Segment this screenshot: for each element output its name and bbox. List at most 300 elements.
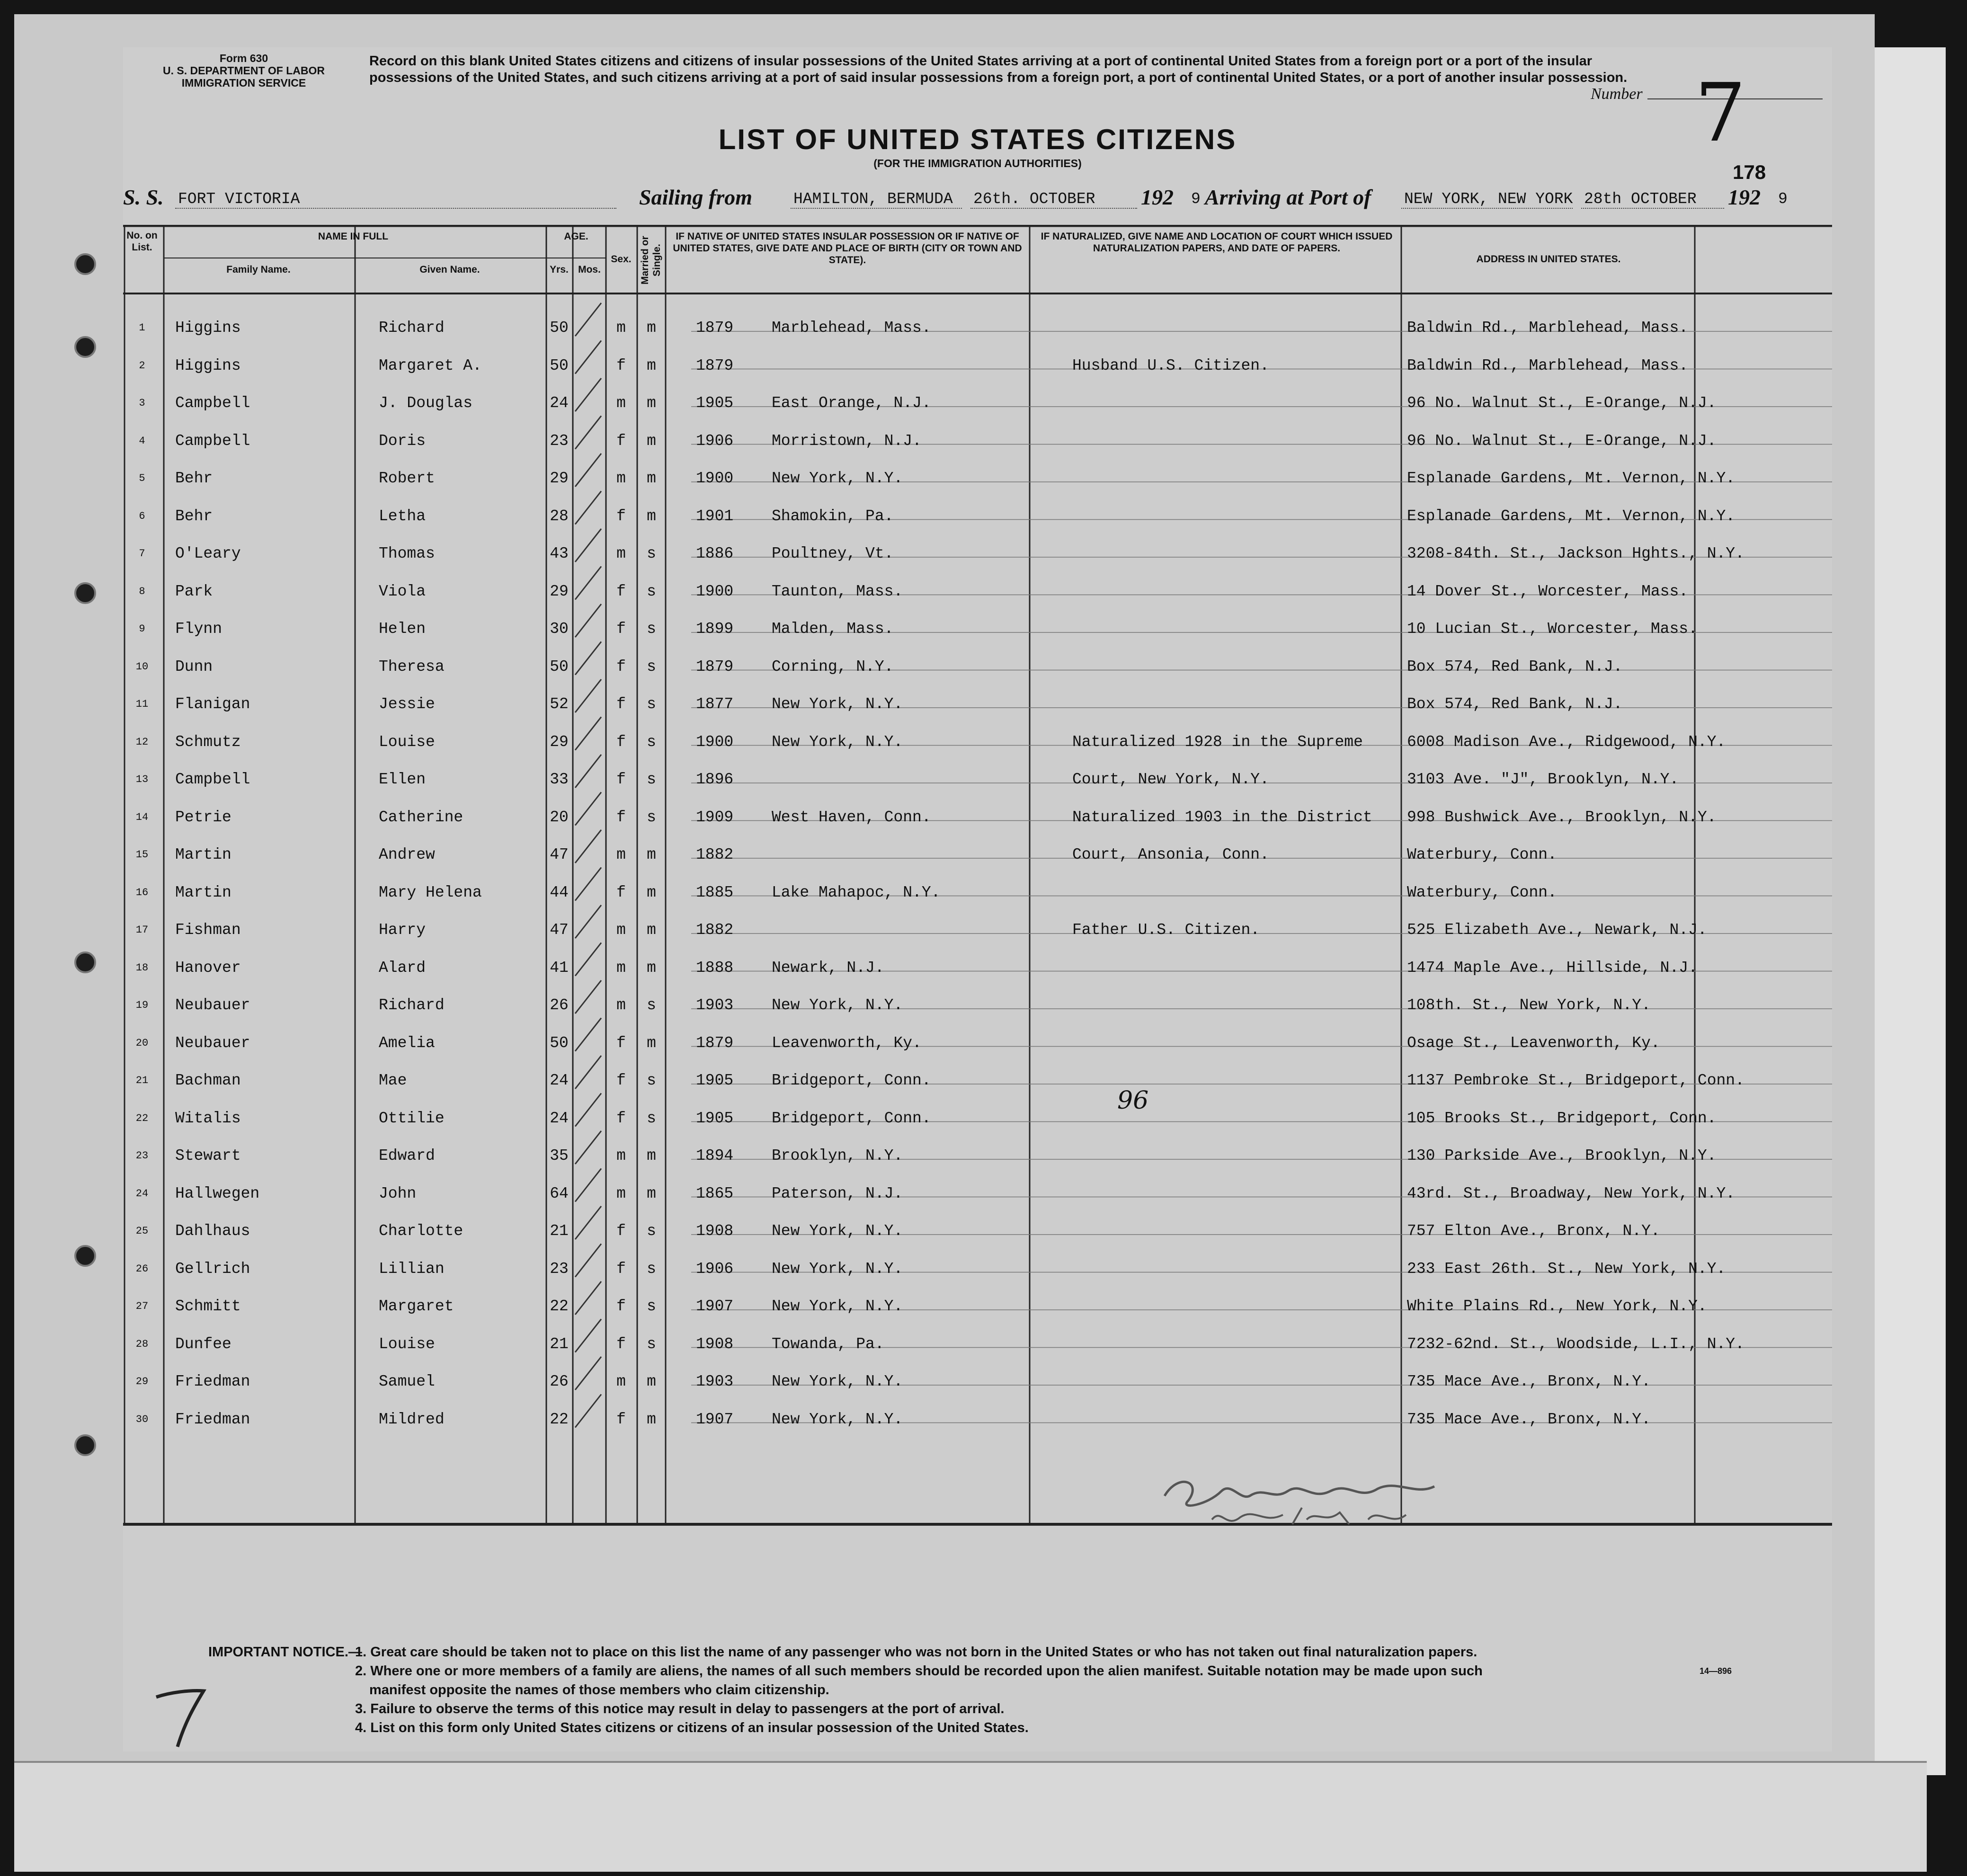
cell-naturalization: Naturalized 1903 in the District (1072, 808, 1372, 826)
cell-age: 43 (550, 545, 569, 562)
cell-family-name: Martin (175, 846, 231, 863)
arrival-year-prefix: 192 (1728, 185, 1761, 209)
cell-address: 96 No. Walnut St., E-Orange, N.J. (1407, 432, 1717, 450)
cell-birth-place: Brooklyn, N.Y. (772, 1147, 903, 1165)
cell-marital-status: s (647, 658, 656, 676)
cell-birth-year: 1906 (696, 1260, 734, 1278)
cell-given-name: Thomas (379, 545, 435, 562)
cell-birth-place: Newark, N.J. (772, 959, 884, 977)
cell-birth-place: Taunton, Mass. (772, 582, 903, 600)
cell-age: 20 (550, 808, 569, 826)
arrival-date: 28th OCTOBER (1581, 190, 1724, 209)
cell-age: 50 (550, 356, 569, 374)
cell-age: 23 (550, 432, 569, 450)
cell-no: 30 (135, 1413, 149, 1425)
cell-birth-place: Morristown, N.J. (772, 432, 922, 450)
cell-no: 8 (139, 585, 145, 597)
cell-address: 7232-62nd. St., Woodside, L.I., N.Y. (1407, 1335, 1744, 1353)
inspector-signature (1150, 1463, 1458, 1534)
cell-family-name: Friedman (175, 1410, 250, 1428)
cell-no: 22 (135, 1112, 149, 1124)
cell-given-name: Harry (379, 921, 426, 939)
header-birth: IF NATIVE OF UNITED STATES INSULAR POSSESSION OR IF NATIVE OF UNITED STATES, GIVE DATE AND PLACE OF BIRTH (CITY OR TOWN AND STATE). (673, 231, 1022, 266)
cell-sex: f (616, 432, 626, 450)
header-naturalized: IF NATURALIZED, GIVE NAME AND LOCATION OF COURT WHICH ISSUED NATURALIZATION PAPERS, AND DATE OF PAPERS. (1041, 231, 1393, 254)
cell-no: 9 (139, 623, 145, 635)
cell-given-name: Amelia (379, 1034, 435, 1052)
cell-sex: f (616, 883, 626, 901)
cell-marital-status: s (647, 1298, 656, 1315)
form-identifier: Form 630 U. S. DEPARTMENT OF LABOR IMMIGRATION SERVICE (162, 52, 325, 89)
cell-sex: f (616, 808, 626, 826)
cell-no: 13 (135, 774, 149, 785)
cell-no: 6 (139, 510, 145, 522)
cell-birth-year: 1879 (696, 1034, 734, 1052)
cell-naturalization: Court, New York, N.Y. (1072, 771, 1269, 788)
cell-family-name: Campbell (175, 771, 250, 788)
cell-sex: f (616, 658, 626, 676)
cell-family-name: Schmutz (175, 733, 241, 751)
arrival-port: NEW YORK, NEW YORK (1401, 190, 1573, 209)
cell-age: 41 (550, 959, 569, 977)
cell-sex: m (616, 470, 626, 487)
header-no-on-list: No. on List. (126, 230, 158, 253)
cell-no: 2 (139, 359, 145, 372)
cell-sex: f (616, 1260, 626, 1278)
notice-item: 4. List on this form only United States citizens or citizens of an insular possession of the United States. (355, 1720, 1029, 1735)
punch-hole (74, 1434, 96, 1456)
cell-sex: f (616, 1410, 626, 1428)
cell-age: 28 (550, 507, 569, 525)
cell-marital-status: m (647, 1034, 656, 1052)
manifest-page (14, 14, 1875, 1761)
departure-date: 26th. OCTOBER (970, 190, 1137, 209)
cell-birth-year: 1907 (696, 1298, 734, 1315)
cell-birth-place: New York, N.Y. (772, 1222, 903, 1240)
cell-address: 108th. St., New York, N.Y. (1407, 996, 1651, 1014)
cell-no: 16 (135, 886, 149, 898)
cell-age: 30 (550, 620, 569, 638)
ss-label: S. S. (123, 185, 164, 209)
cell-given-name: Doris (379, 432, 426, 450)
cell-age: 24 (550, 1109, 569, 1127)
cell-address: Waterbury, Conn. (1407, 846, 1557, 863)
page-title: LIST OF UNITED STATES CITIZENS (718, 124, 1237, 155)
cell-marital-status: m (647, 1184, 656, 1202)
cell-family-name: Friedman (175, 1373, 250, 1390)
cell-no: 18 (135, 961, 149, 974)
cell-family-name: Neubauer (175, 1034, 250, 1052)
cell-address: 525 Elizabeth Ave., Newark, N.J. (1407, 921, 1707, 939)
under-sheet (14, 1761, 1927, 1872)
cell-no: 12 (135, 736, 149, 748)
cell-sex: m (616, 846, 626, 863)
cell-birth-year: 1908 (696, 1222, 734, 1240)
cell-sex: m (616, 1184, 626, 1202)
cell-address: Baldwin Rd., Marblehead, Mass. (1407, 356, 1689, 374)
cell-given-name: Edward (379, 1147, 435, 1165)
cell-birth-year: 1877 (696, 695, 734, 713)
departure-year-digit: 9 (1191, 190, 1201, 208)
cell-birth-place: New York, N.Y. (772, 1410, 903, 1428)
cell-marital-status: s (647, 582, 656, 600)
cell-given-name: Louise (379, 1335, 435, 1353)
cell-sex: m (616, 319, 626, 337)
cell-birth-year: 1879 (696, 658, 734, 676)
header-age: AGE. (564, 231, 588, 242)
cell-address: 130 Parkside Ave., Brooklyn, N.Y. (1407, 1147, 1717, 1165)
cell-sex: f (616, 507, 626, 525)
cell-no: 21 (135, 1075, 149, 1086)
cell-marital-status: s (647, 1222, 656, 1240)
cell-given-name: Mary Helena (379, 883, 482, 901)
cell-birth-place: New York, N.Y. (772, 695, 903, 713)
cell-birth-year: 1908 (696, 1335, 734, 1353)
cell-sex: f (616, 582, 626, 600)
cell-birth-place: East Orange, N.J. (772, 394, 931, 412)
cell-no: 19 (135, 999, 149, 1011)
cell-no: 25 (135, 1225, 149, 1237)
cell-naturalization: Court, Ansonia, Conn. (1072, 846, 1269, 863)
cell-sex: f (616, 620, 626, 638)
punch-hole (74, 582, 96, 604)
cell-sex: m (616, 1147, 626, 1165)
cell-given-name: Jessie (379, 695, 435, 713)
cell-marital-status: m (647, 1410, 656, 1428)
departure-port: HAMILTON, BERMUDA (791, 190, 962, 209)
cell-family-name: Campbell (175, 394, 250, 412)
cell-no: 14 (135, 811, 149, 823)
cell-age: 21 (550, 1335, 569, 1353)
cell-address: Osage St., Leavenworth, Ky. (1407, 1034, 1660, 1052)
cell-naturalization: Naturalized 1928 in the Supreme (1072, 733, 1363, 751)
arrival-year-digit: 9 (1778, 190, 1788, 208)
cell-family-name: Park (175, 582, 213, 600)
notice-item: 2. Where one or more members of a family are aliens, the names of all such members should be recorded upon the alien manifest. Suitable notation may be made upon such (355, 1663, 1483, 1679)
cell-sex: f (616, 1335, 626, 1353)
cell-sex: f (616, 1222, 626, 1240)
arriving-label: Arriving at Port of (1205, 185, 1371, 209)
cell-address: 6008 Madison Ave., Ridgewood, N.Y. (1407, 733, 1726, 751)
cell-family-name: Schmitt (175, 1298, 241, 1315)
cell-address: Baldwin Rd., Marblehead, Mass. (1407, 319, 1689, 337)
cell-address: 757 Elton Ave., Bronx, N.Y. (1407, 1222, 1660, 1240)
cell-marital-status: s (647, 545, 656, 562)
cell-family-name: Higgins (175, 356, 241, 374)
cell-family-name: Hanover (175, 959, 241, 977)
cell-address: 14 Dover St., Worcester, Mass. (1407, 582, 1689, 600)
page-number: 178 (1733, 161, 1766, 183)
header-given-name: Given Name. (419, 264, 480, 275)
cell-age: 24 (550, 394, 569, 412)
cell-marital-status: s (647, 1335, 656, 1353)
cell-birth-year: 1906 (696, 432, 734, 450)
cell-marital-status: s (647, 1109, 656, 1127)
cell-no: 28 (135, 1338, 149, 1350)
cell-family-name: O'Leary (175, 545, 241, 562)
cell-address: Waterbury, Conn. (1407, 883, 1557, 901)
cell-marital-status: s (647, 996, 656, 1014)
notice-label: IMPORTANT NOTICE.— (208, 1645, 362, 1660)
cell-age: 26 (550, 1373, 569, 1390)
cell-given-name: Margaret A. (379, 356, 482, 374)
cell-birth-year: 1907 (696, 1410, 734, 1428)
passenger-table (123, 225, 1832, 1528)
cell-family-name: Neubauer (175, 996, 250, 1014)
cell-birth-place: New York, N.Y. (772, 1260, 903, 1278)
cell-birth-place: Bridgeport, Conn. (772, 1109, 931, 1127)
cell-no: 5 (139, 472, 145, 484)
cell-family-name: Higgins (175, 319, 241, 337)
cell-no: 15 (135, 849, 149, 861)
cell-marital-status: s (647, 808, 656, 826)
cell-marital-status: s (647, 1260, 656, 1278)
header-yrs: Yrs. (550, 264, 569, 275)
cell-naturalization: Father U.S. Citizen. (1072, 921, 1260, 939)
punch-hole (74, 1245, 96, 1267)
cell-given-name: Ottilie (379, 1109, 445, 1127)
cell-given-name: Richard (379, 319, 445, 337)
cell-family-name: Martin (175, 883, 231, 901)
cell-age: 50 (550, 319, 569, 337)
cell-birth-place: Leavenworth, Ky. (772, 1034, 922, 1052)
cell-marital-status: s (647, 620, 656, 638)
cell-marital-status: s (647, 733, 656, 751)
cell-address: 735 Mace Ave., Bronx, N.Y. (1407, 1373, 1651, 1390)
cell-family-name: Fishman (175, 921, 241, 939)
cell-marital-status: s (647, 695, 656, 713)
cell-given-name: Andrew (379, 846, 435, 863)
cell-age: 29 (550, 470, 569, 487)
cell-age: 21 (550, 1222, 569, 1240)
page-subtitle: (FOR THE IMMIGRATION AUTHORITIES) (873, 157, 1082, 169)
header-mos: Mos. (578, 264, 601, 275)
cell-birth-place: New York, N.Y. (772, 470, 903, 487)
cell-given-name: Viola (379, 582, 426, 600)
handwritten-margin-number (151, 1685, 208, 1752)
cell-address: Esplanade Gardens, Mt. Vernon, N.Y. (1407, 470, 1736, 487)
cell-birth-place: Bridgeport, Conn. (772, 1072, 931, 1089)
cell-age: 33 (550, 771, 569, 788)
citizen-list-form (123, 47, 1832, 1752)
cell-birth-place: New York, N.Y. (772, 996, 903, 1014)
header-sex: Sex. (611, 254, 632, 265)
header-name-in-full: NAME IN FULL (318, 231, 389, 242)
cell-birth-place: New York, N.Y. (772, 1373, 903, 1390)
cell-family-name: Witalis (175, 1109, 241, 1127)
cell-sex: f (616, 1072, 626, 1089)
cell-sex: f (616, 695, 626, 713)
cell-marital-status: m (647, 1147, 656, 1165)
cell-given-name: Richard (379, 996, 445, 1014)
cell-given-name: Letha (379, 507, 426, 525)
cell-no: 1 (139, 322, 145, 334)
cell-no: 4 (139, 435, 145, 447)
cell-no: 3 (139, 397, 145, 409)
cell-family-name: Behr (175, 470, 213, 487)
cell-sex: f (616, 1034, 626, 1052)
cell-age: 47 (550, 921, 569, 939)
cell-birth-place: Lake Mahapoc, N.Y. (772, 883, 941, 901)
cell-marital-status: m (647, 507, 656, 525)
cell-sex: f (616, 1298, 626, 1315)
cell-family-name: Dunfee (175, 1335, 231, 1353)
cell-marital-status: m (647, 846, 656, 863)
cell-birth-place: New York, N.Y. (772, 1298, 903, 1315)
cell-age: 35 (550, 1147, 569, 1165)
cell-given-name: Helen (379, 620, 426, 638)
sailing-from-label: Sailing from (639, 185, 753, 209)
cell-sex: m (616, 394, 626, 412)
cell-address: White Plains Rd., New York, N.Y. (1407, 1298, 1707, 1315)
cell-birth-year: 1865 (696, 1184, 734, 1202)
header-married-single: Married or Single. (640, 236, 662, 285)
cell-address: Esplanade Gardens, Mt. Vernon, N.Y. (1407, 507, 1736, 525)
cell-marital-status: m (647, 356, 656, 374)
cell-birth-place: Marblehead, Mass. (772, 319, 931, 337)
cell-sex: m (616, 1373, 626, 1390)
cell-address: 10 Lucian St., Worcester, Mass. (1407, 620, 1698, 638)
cell-birth-place: Malden, Mass. (772, 620, 894, 638)
punch-hole (74, 253, 96, 275)
cell-sex: f (616, 356, 626, 374)
cell-address: 43rd. St., Broadway, New York, N.Y. (1407, 1184, 1736, 1202)
cell-given-name: Lillian (379, 1260, 445, 1278)
notice-item: 3. Failure to observe the terms of this notice may result in delay to passengers at the port of arrival. (355, 1701, 1005, 1716)
cell-marital-status: s (647, 771, 656, 788)
cell-sex: m (616, 921, 626, 939)
cell-given-name: Samuel (379, 1373, 435, 1390)
cell-age: 50 (550, 658, 569, 676)
cell-address: 105 Brooks St., Bridgeport, Conn. (1407, 1109, 1717, 1127)
cell-address: 96 No. Walnut St., E-Orange, N.J. (1407, 394, 1717, 412)
notice-item: 1. Great care should be taken not to place on this list the name of any passenger who was not born in the United States or who has not taken out final naturalization papers. (355, 1645, 1477, 1660)
header-family-name: Family Name. (226, 264, 291, 275)
cell-age: 29 (550, 733, 569, 751)
cell-no: 24 (135, 1187, 149, 1200)
cell-naturalization: Husband U.S. Citizen. (1072, 356, 1269, 374)
cell-given-name: Alard (379, 959, 426, 977)
cell-address: 1474 Maple Ave., Hillside, N.J. (1407, 959, 1698, 977)
cell-marital-status: m (647, 394, 656, 412)
cell-given-name: Theresa (379, 658, 445, 676)
list-number: 7 (1695, 66, 1746, 160)
cell-birth-year: 1900 (696, 582, 734, 600)
cell-no: 10 (135, 660, 149, 673)
cell-age: 22 (550, 1298, 569, 1315)
cell-marital-status: m (647, 959, 656, 977)
cell-birth-place: Corning, N.Y. (772, 658, 894, 676)
cell-no: 27 (135, 1300, 149, 1312)
cell-age: 22 (550, 1410, 569, 1428)
cell-birth-year: 1888 (696, 959, 734, 977)
cell-sex: f (616, 733, 626, 751)
cell-given-name: John (379, 1184, 417, 1202)
cell-birth-year: 1905 (696, 394, 734, 412)
cell-no: 23 (135, 1150, 149, 1162)
cell-birth-year: 1882 (696, 921, 734, 939)
cell-birth-year: 1900 (696, 470, 734, 487)
cell-given-name: Robert (379, 470, 435, 487)
cell-sex: f (616, 1109, 626, 1127)
cell-marital-status: m (647, 883, 656, 901)
cell-age: 44 (550, 883, 569, 901)
cell-given-name: Margaret (379, 1298, 454, 1315)
printer-code: 14—896 (1700, 1666, 1732, 1676)
cell-address: 998 Bushwick Ave., Brooklyn, N.Y. (1407, 808, 1717, 826)
check-marks (575, 303, 601, 1428)
cell-family-name: Flanigan (175, 695, 250, 713)
cell-marital-status: m (647, 470, 656, 487)
notice-item: manifest opposite the names of those members who claim citizenship. (369, 1682, 829, 1698)
cell-birth-year: 1903 (696, 996, 734, 1014)
cell-birth-year: 1879 (696, 319, 734, 337)
cell-age: 23 (550, 1260, 569, 1278)
cell-family-name: Gellrich (175, 1260, 250, 1278)
cell-address: 3103 Ave. "J", Brooklyn, N.Y. (1407, 771, 1679, 788)
handwritten-mark: 96 (1117, 1086, 1149, 1115)
cell-marital-status: m (647, 319, 656, 337)
cell-given-name: J. Douglas (379, 394, 473, 412)
cell-family-name: Behr (175, 507, 213, 525)
cell-birth-year: 1905 (696, 1109, 734, 1127)
cell-birth-year: 1885 (696, 883, 734, 901)
cell-birth-year: 1899 (696, 620, 734, 638)
cell-age: 52 (550, 695, 569, 713)
cell-age: 26 (550, 996, 569, 1014)
cell-birth-year: 1896 (696, 771, 734, 788)
punch-hole (74, 951, 96, 973)
cell-age: 47 (550, 846, 569, 863)
cell-marital-status: m (647, 1373, 656, 1390)
header-address: ADDRESS IN UNITED STATES. (1476, 254, 1621, 265)
ship-name: FORT VICTORIA (175, 190, 616, 209)
cell-address: 1137 Pembroke St., Bridgeport, Conn. (1407, 1072, 1744, 1089)
cell-sex: m (616, 545, 626, 562)
table-rules (123, 225, 1832, 1528)
cell-address: 233 East 26th. St., New York, N.Y. (1407, 1260, 1726, 1278)
cell-birth-year: 1900 (696, 733, 734, 751)
cell-family-name: Flynn (175, 620, 223, 638)
cell-given-name: Ellen (379, 771, 426, 788)
cell-family-name: Petrie (175, 808, 231, 826)
cell-birth-place: West Haven, Conn. (772, 808, 931, 826)
cell-no: 7 (139, 548, 145, 560)
cell-age: 29 (550, 582, 569, 600)
cell-no: 26 (135, 1263, 149, 1275)
cell-no: 11 (135, 698, 149, 710)
cell-address: 3208-84th. St., Jackson Hghts., N.Y. (1407, 545, 1744, 562)
cell-given-name: Mildred (379, 1410, 445, 1428)
cell-address: Box 574, Red Bank, N.J. (1407, 658, 1623, 676)
cell-no: 20 (135, 1037, 149, 1049)
backing-sheet (1875, 47, 1946, 1775)
cell-family-name: Bachman (175, 1072, 241, 1089)
cell-marital-status: s (647, 1072, 656, 1089)
cell-birth-year: 1909 (696, 808, 734, 826)
cell-given-name: Catherine (379, 808, 463, 826)
cell-no: 17 (135, 924, 149, 936)
cell-birth-place: Towanda, Pa. (772, 1335, 884, 1353)
cell-birth-year: 1901 (696, 507, 734, 525)
cell-family-name: Dunn (175, 658, 213, 676)
cell-marital-status: m (647, 432, 656, 450)
cell-family-name: Stewart (175, 1147, 241, 1165)
cell-family-name: Hallwegen (175, 1184, 260, 1202)
cell-sex: m (616, 959, 626, 977)
cell-birth-year: 1879 (696, 356, 734, 374)
cell-given-name: Louise (379, 733, 435, 751)
